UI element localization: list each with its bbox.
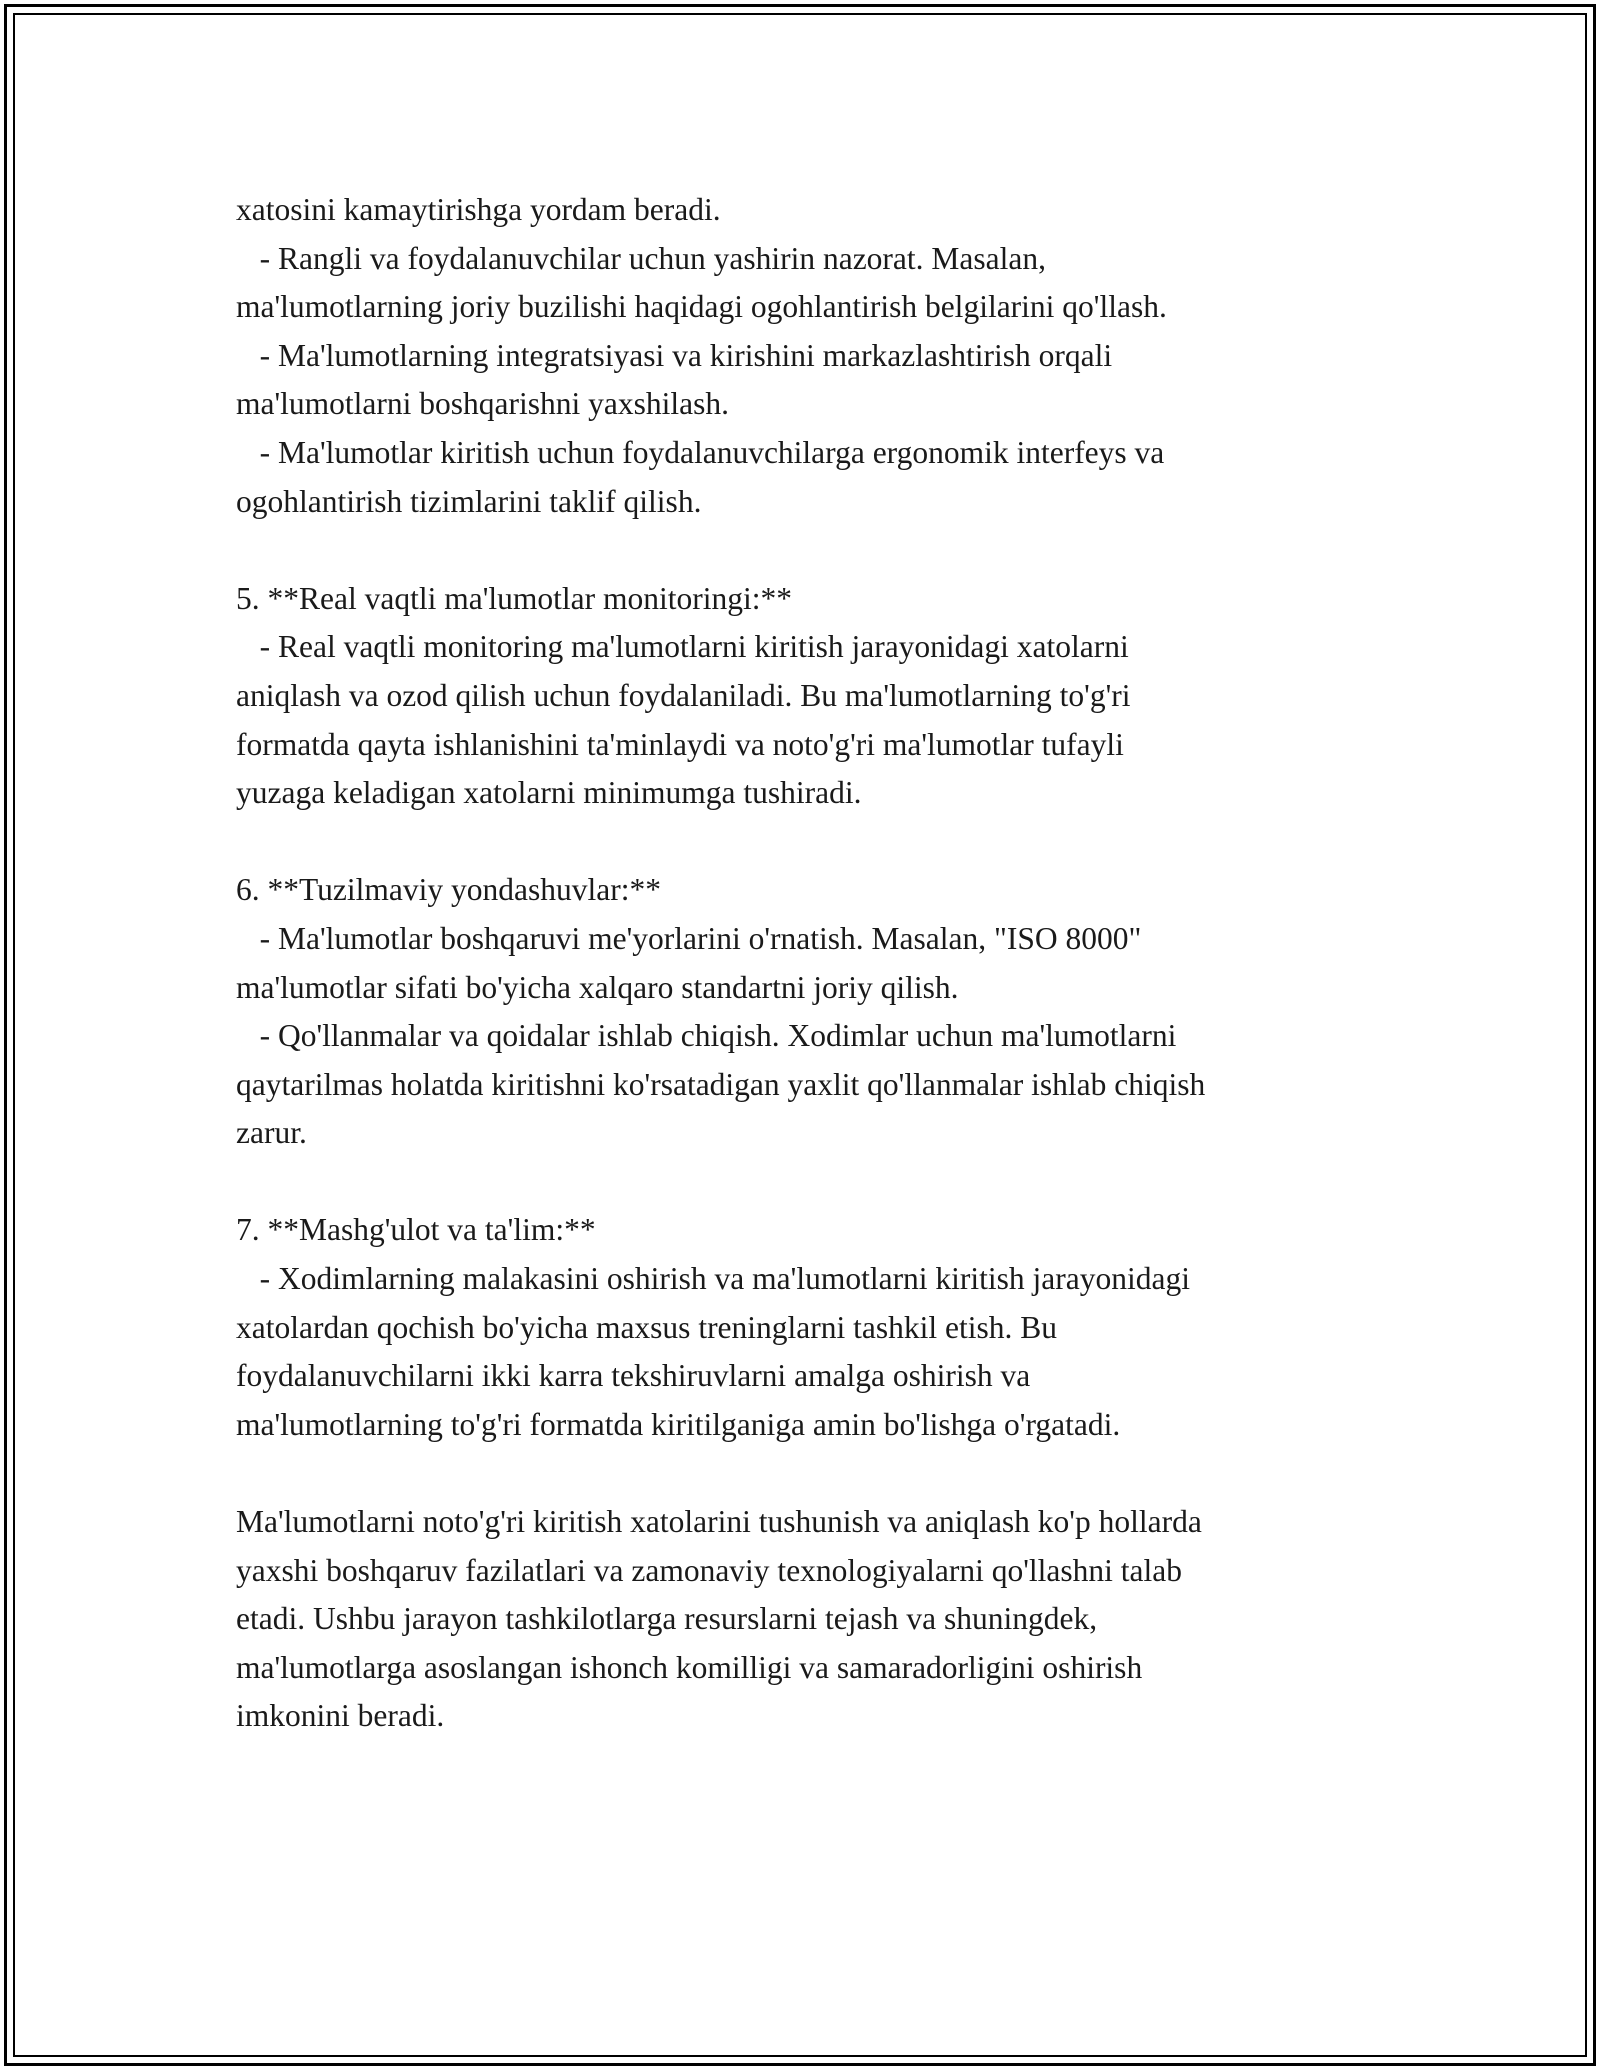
blank-line (236, 1449, 1416, 1498)
conclusion-line: yaxshi boshqaruv fazilatlari va zamonaviy texnologiyalarni qo'llashni talab (236, 1552, 1183, 1588)
text-line: - Ma'lumotlar kiritish uchun foydalanuvchilarga ergonomik interfeys va (236, 434, 1165, 470)
blank-line (236, 1158, 1416, 1207)
text-line: - Rangli va foydalanuvchilar uchun yashirin nazorat. Masalan, (236, 240, 1046, 276)
section-heading: 6. **Tuzilmaviy yondashuvlar:** (236, 872, 661, 908)
section-heading: 7. **Mashg'ulot va ta'lim:** (236, 1212, 596, 1248)
blank-line (236, 818, 1416, 867)
text-line: - Xodimlarning malakasini oshirish va ma'lumotlarni kiritish jarayonidagi (236, 1261, 1190, 1297)
text-line: ma'lumotlarning to'g'ri formatda kiritilganiga amin bo'lishga o'rgatadi. (236, 1406, 1121, 1442)
text-line: xatosini kamaytirishga yordam beradi. (236, 192, 721, 227)
text-line: foydalanuvchilarni ikki karra tekshiruvlarni amalga oshirish va (236, 1358, 1031, 1394)
text-line: formatda qayta ishlanishini ta'minlaydi va noto'g'ri ma'lumotlar tufayli (236, 726, 1124, 762)
conclusion-line: etadi. Ushbu jarayon tashkilotlarga resurslarni tejash va shuningdek, (236, 1601, 1098, 1637)
conclusion-line: imkonini beradi. (236, 1698, 445, 1734)
text-line: ogohlantirish tizimlarini taklif qilish. (236, 483, 702, 519)
text-line: aniqlash va ozod qilish uchun foydalaniladi. Bu ma'lumotlarning to'g'ri (236, 677, 1131, 713)
text-line: - Ma'lumotlarning integratsiyasi va kirishini markazlashtirish orqali (236, 337, 1113, 373)
text-line: zarur. (236, 1115, 307, 1151)
text-line: - Real vaqtli monitoring ma'lumotlarni kiritish jarayonidagi xatolarni (236, 629, 1129, 665)
text-line: qaytarilmas holatda kiritishni ko'rsatadigan yaxlit qo'llanmalar ishlab chiqish (236, 1066, 1206, 1102)
text-line: ma'lumotlar sifati bo'yicha xalqaro standartni joriy qilish. (236, 969, 959, 1005)
text-line: - Qo'llanmalar va qoidalar ishlab chiqish. Xodimlar uchun ma'lumotlarni (236, 1018, 1177, 1054)
conclusion-line: Ma'lumotlarni noto'g'ri kiritish xatolarini tushunish va aniqlash ko'p hollarda (236, 1504, 1202, 1540)
text-line: - Ma'lumotlar boshqaruvi me'yorlarini o'rnatish. Masalan, "ISO 8000" (236, 920, 1142, 956)
document-body (236, 186, 1416, 1741)
blank-line (236, 526, 1416, 575)
text-line: xatolardan qochish bo'yicha maxsus treninglarni tashkil etish. Bu (236, 1309, 1058, 1345)
text-line: yuzaga keladigan xatolarni minimumga tushiradi. (236, 775, 862, 811)
text-line: ma'lumotlarni boshqarishni yaxshilash. (236, 386, 729, 422)
section-heading: 5. **Real vaqtli ma'lumotlar monitoringi:** (236, 580, 792, 616)
conclusion-line: ma'lumotlarga asoslangan ishonch komilligi va samaradorligini oshirish (236, 1649, 1143, 1685)
text-line: ma'lumotlarning joriy buzilishi haqidagi ogohlantirish belgilarini qo'llash. (236, 289, 1167, 325)
